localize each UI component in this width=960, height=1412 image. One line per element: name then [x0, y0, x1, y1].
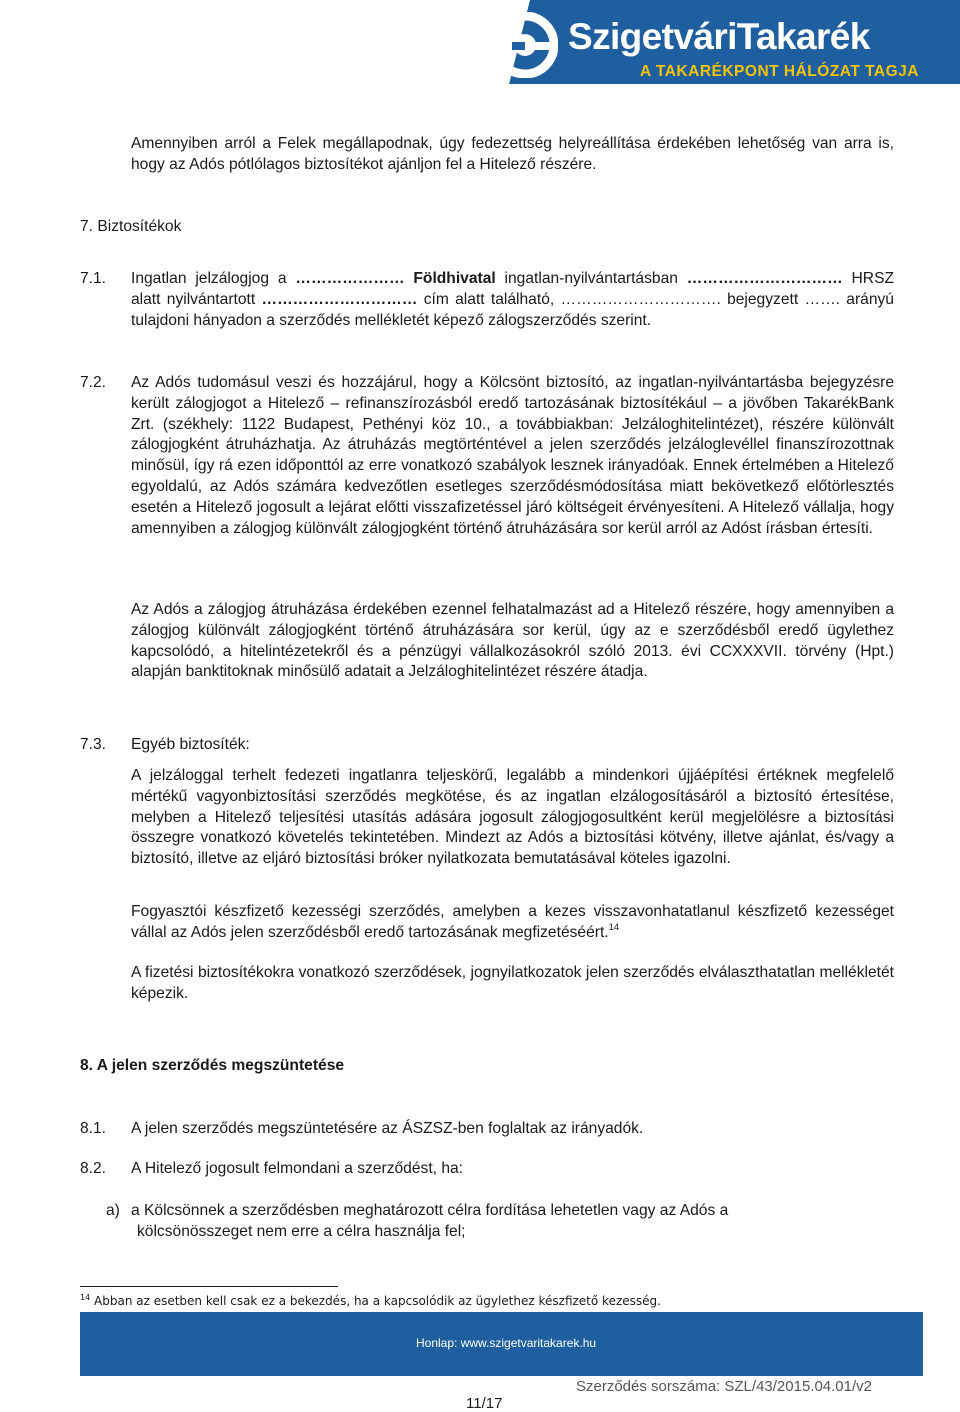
clause-8-2-text: A Hitelező jogosult felmondani a szerződést, ha: — [131, 1160, 463, 1177]
clause-7-1-text — [131, 269, 894, 331]
clause-7-3-paragraph-1: A jelzáloggal terhelt fedezeti ingatlanra teljeskörű, legalább a mindenkori újjáépítési értéknek megfelelő mértékű vagyonbiztosítási szerződés megkötése, és az ingatlan elzálogosításáról a biztosító értesítése, melyben a Hitelező teljesítési utasítás adására jogosult zálogjogosultként kerül megjelölésre a biztosítási összegre vonatkozó követelés tekintetében. Mindezt az Adós a biztosítási kötvény, illetve ajánlat, és/vagy a biztosító, illetve az eljáró biztosítási bróker nyilatkozata bemutatásával köteles igazolni. — [131, 767, 894, 868]
intro-paragraph: Amennyiben arról a Felek megállapodnak, úgy fedezettség helyreállítása érdekében lehetőség van arra is, hogy az Adós pótlólagos biztosítékot ajánljon fel a Hitelező részére. — [131, 135, 894, 173]
brand-tagline: A TAKARÉKPONT HÁLÓZAT TAGJA — [640, 63, 919, 80]
clause-7-3-title: Egyéb biztosíték: — [131, 736, 250, 753]
list-item-a-line-1: a Kölcsönnek a szerződésben meghatározott célra fordítása lehetetlen vagy az Adós a — [131, 1202, 729, 1219]
clause-7-1-part-c: HRSZ alatt nyilvántartott — [131, 270, 894, 308]
clause-7-1-part-e: bejegyzett — [720, 290, 805, 308]
clause-7-3-paragraph-2 — [131, 902, 894, 944]
clause-7-2-number: 7.2. — [80, 374, 107, 391]
clause-7-1-number: 7.1. — [80, 270, 107, 287]
clause-7-3-number: 7.3. — [80, 736, 107, 753]
clause-7-2-paragraph-1: Az Adós tudomásul veszi és hozzájárul, hogy a Kölcsönt biztosító, az ingatlan-nyilvántartásba bejegyzésre került zálogjogot a Hitelező – refinanszírozásból eredő tartozásának biztosítékául – a jövőben TakarékBank Zrt. (székhely: 1122 Budapest, Pethényi köz 10., a továbbiakban: Jelzáloghitelintézet), részére különvált zálogjogként átruházhatja. Az átruházás megtörténtével a jelen szerződés jelzáloglevéllel finanszírozottnak minősül, így rá ezen időponttól az erre vonatkozó szabályok lesznek irányadóak. Ennek értelmében a Hitelező egyoldalú, az Adós számára kedvezőtlen esetleges szerződésmódosítása miatt bekövetkező előtörlesztés esetén a Hitelező jogosult a lejárat előtti visszafizetéssel járó költségeit érvényesíteni. A Hitelező vállalja, hogy amennyiben a zálogjog különvált zálogjogként történő átruházására sor kerül arról az Adóst írásban értesíti. — [131, 374, 894, 537]
footer-website[interactable]: Honlap: www.szigetvaritakarek.hu — [416, 1336, 597, 1350]
clause-8-1-text: A jelen szerződés megszüntetésére az ÁSZSZ-ben foglaltak az irányadók. — [131, 1120, 644, 1137]
clause-8-2-number: 8.2. — [80, 1160, 107, 1177]
section-7-heading: 7. Biztosítékok — [80, 218, 182, 235]
blank-land-office: ………………… — [295, 270, 405, 287]
clause-7-1-part-b: ingatlan-nyilvántartásban — [495, 270, 687, 287]
brand-logo-icon — [492, 12, 558, 78]
land-office-label: Földhivatal — [413, 270, 496, 287]
footnote-ref-14[interactable]: 14 — [608, 921, 620, 933]
clause-7-1-part-d: cím alatt található, — [417, 290, 561, 308]
header-white-area — [0, 0, 490, 84]
clause-7-1-part-f: arányú tulajdoni hányadon a szerződés mellékletét képező zálogszerződés szerint. — [131, 290, 894, 329]
clause-7-2-paragraph-2: Az Adós a zálogjog átruházása érdekében ezennel felhatalmazást ad a Hitelező részére, hogy amennyiben a zálogjog különvált zálogjogként történő átruházására sor kerül, úgy az e szerződésből eredő ügylethez kapcsolódó, a hitelintézetekről és a pénzügyi vállalkozásokról szóló 2013. évi CCXXXVII. törvény (Hpt.) alapján banktitoknak minősülő adatait a Jelzáloghitelintézet részére átadja. — [131, 601, 894, 681]
clause-8-1-number: 8.1. — [80, 1120, 107, 1137]
clause-7-3-paragraph-3: A fizetési biztosítékokra vonatkozó szerződések, jognyilatkozatok jelen szerződés elválaszthatatlan mellékletét képezik. — [131, 964, 894, 1002]
section-8-heading: 8. A jelen szerződés megszüntetése — [80, 1057, 345, 1074]
footnote-14 — [80, 1292, 661, 1310]
blank-share: ……. — [804, 290, 840, 308]
list-item-a-line-2: kölcsönösszeget nem erre a célra használja fel; — [137, 1222, 466, 1240]
blank-hrsz: ………………………… — [686, 270, 843, 287]
footnote-separator — [80, 1286, 338, 1287]
contract-number: Szerződés sorszáma: SZL/43/2015.04.01/v2 — [576, 1378, 873, 1395]
footnote-number: 14 — [80, 1293, 91, 1302]
guarantee-text: Fogyasztói készfizető kezességi szerződés, amelyben a kezes visszavonhatatlanul készfizető kezességet vállal az Adós jelen szerződésből eredő tartozásának megfizetéséért. — [131, 903, 894, 941]
page-number: 11/17 — [466, 1395, 503, 1412]
clause-7-1-part-a: Ingatlan jelzálogjog a — [131, 270, 296, 287]
footnote-text: Abban az esetben kell csak ez a bekezdés, ha a kapcsolódik az ügylethez készfizető kezesség. — [94, 1294, 661, 1308]
blank-address: ………………………… — [261, 290, 418, 308]
blank-registered: …………………………. — [560, 290, 721, 308]
list-item-a-label: a) — [106, 1202, 120, 1219]
list-item-a-text — [131, 1201, 894, 1243]
brand-name: SzigetváriTakarék — [568, 16, 870, 57]
